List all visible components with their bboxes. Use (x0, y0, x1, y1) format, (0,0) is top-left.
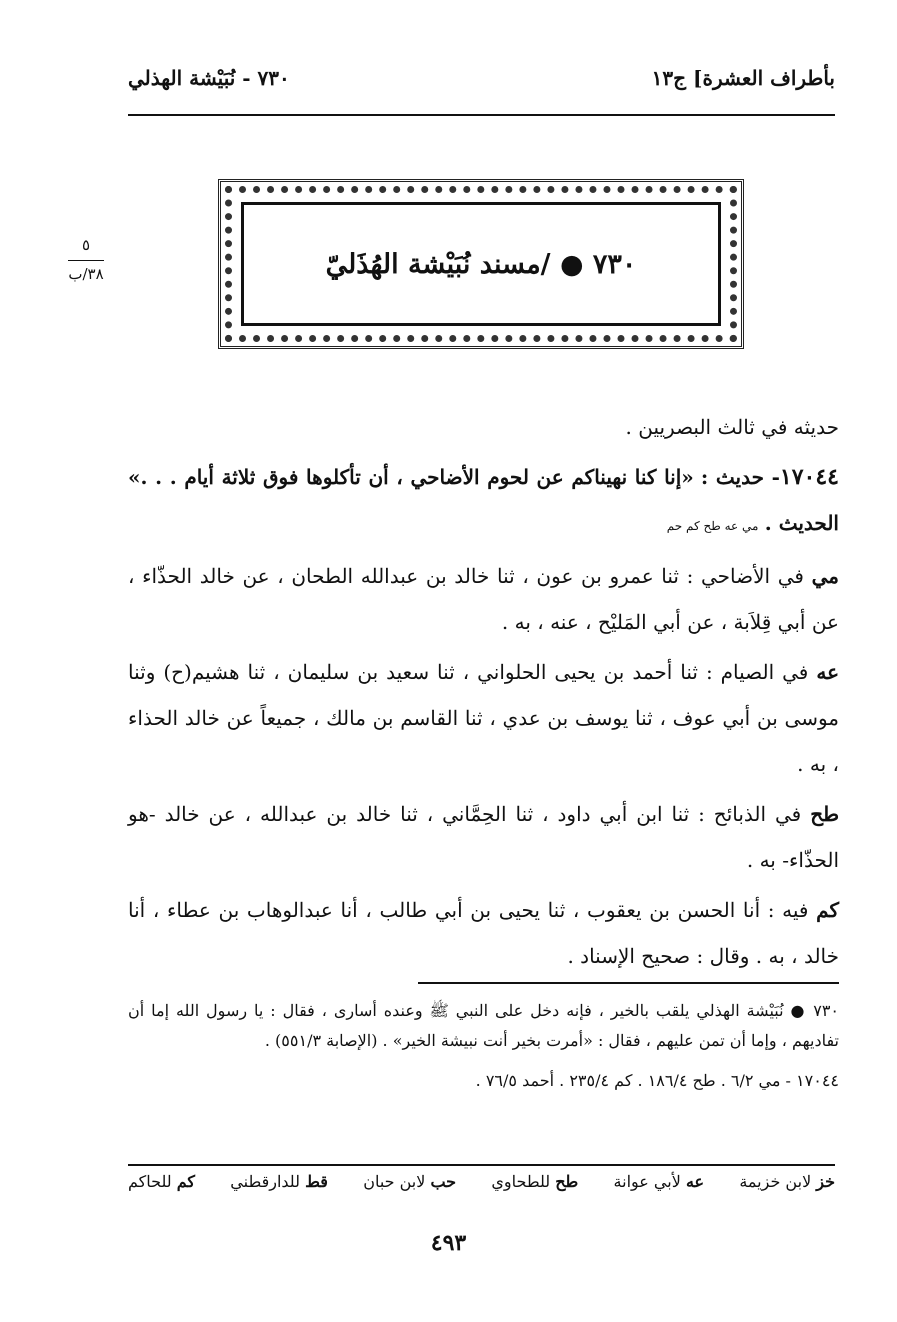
frame-inner-box (241, 202, 721, 326)
key-label: للطحاوي (491, 1172, 551, 1191)
footnote: ١٧٠٤٤ - مي ٦/٢ . طح ١٨٦/٤ . كم ٢٣٥/٤ . أحمد ٧٦/٥ . (475, 1071, 839, 1090)
key-label: للحاكم (128, 1172, 172, 1191)
key-item (363, 1172, 456, 1191)
key-code: حب (430, 1172, 457, 1191)
key-item (230, 1172, 328, 1191)
source-paragraph (128, 553, 839, 645)
abbreviation-key (128, 1172, 835, 1191)
running-header-book: بأطراف العشرة] ج١٣ (651, 66, 835, 90)
intro-paragraph: حديثه في ثالث البصريين . (625, 415, 839, 439)
key-code: طح (555, 1172, 579, 1191)
source-code: عه (816, 660, 840, 684)
running-header-section: ٧٣٠ - نُبَيْشة الهذلي (128, 66, 290, 90)
source-paragraph (128, 649, 839, 787)
source-text: في الذبائح : ثنا ابن أبي داود ، ثنا الحِمَّاني ، ثنا خالد بن عبدالله ، عن خالد -هو الحذّاء- به . (128, 802, 839, 872)
section-heading: ٧٣٠ ● /مسند نُبَيْشة الهُذَليّ (325, 249, 637, 280)
hadith-label: - حديث : (700, 465, 780, 489)
key-item (739, 1172, 835, 1191)
key-item (128, 1172, 195, 1191)
key-code: عه (685, 1172, 705, 1191)
margin-note-divider (68, 260, 104, 261)
key-label: لابن خزيمة (739, 1172, 812, 1191)
footnotes (128, 996, 839, 1106)
key-item (491, 1172, 578, 1191)
source-text: فيه : أنا الحسن بن يعقوب ، ثنا يحيى بن أبي طالب ، أنا عبدالوهاب بن عطاء ، أنا خالد ، به . وقال : صحيح الإسناد . (128, 898, 839, 968)
ornamental-frame (218, 179, 744, 349)
footnote: ٧٣٠ ● نُبَيْشة الهذلي يلقب بالخير ، فإنه دخل على النبي ﷺ وعنده أسارى ، فقال : يا رسول الله إما أن تفاديهم ، وإما أن تمن عليهم ، فقال : «أمرت بخير أنت نبيشة الخير» . (الإصابة ٥٥١/٣) . (128, 1001, 840, 1050)
hadith-paragraph (128, 454, 839, 549)
key-code: كم (176, 1172, 195, 1191)
source-paragraph (128, 887, 839, 979)
source-code: كم (816, 898, 839, 922)
key-code: قط (305, 1172, 328, 1191)
hadith-text: «إنا كنا نهيناكم عن لحوم الأضاحي ، أن تأكلوها فوق ثلاثة أيام . . .» الحديث . (128, 465, 839, 535)
hadith-source-codes: مي عه طح كم حم (666, 519, 759, 533)
margin-note-number: ٥ (81, 236, 91, 254)
key-item (614, 1172, 705, 1191)
key-label: للدارقطني (230, 1172, 300, 1191)
key-label: لأبي عوانة (613, 1172, 681, 1191)
header-rule (128, 114, 835, 116)
source-code: طح (810, 802, 840, 826)
page-number: ٤٩٣ (430, 1230, 467, 1256)
margin-note-reference: ٣٨/ب (68, 265, 104, 283)
key-code: خز (816, 1172, 835, 1191)
footnote-rule (418, 982, 839, 984)
source-paragraph (128, 791, 839, 883)
key-label: لابن حبان (363, 1172, 426, 1191)
hadith-number: ١٧٠٤٤ (779, 464, 839, 490)
margin-note (62, 236, 110, 283)
source-code: مي (811, 564, 839, 588)
source-text: في الصيام : ثنا أحمد بن يحيى الحلواني ، ثنا سعيد بن سليمان ، ثنا هشيم(ح) وثنا موسى بن أبي عوف ، ثنا يوسف بن عدي ، ثنا القاسم بن مالك ، جميعاً عن خالد الحذاء ، به . (128, 660, 839, 776)
main-text (128, 404, 839, 983)
key-rule (128, 1164, 835, 1166)
source-text: في الأضاحي : ثنا عمرو بن عون ، ثنا خالد بن عبدالله الطحان ، عن خالد الحذّاء ، عن أبي قِلاَبة ، عن أبي المَليْح ، عنه ، به . (128, 564, 839, 634)
